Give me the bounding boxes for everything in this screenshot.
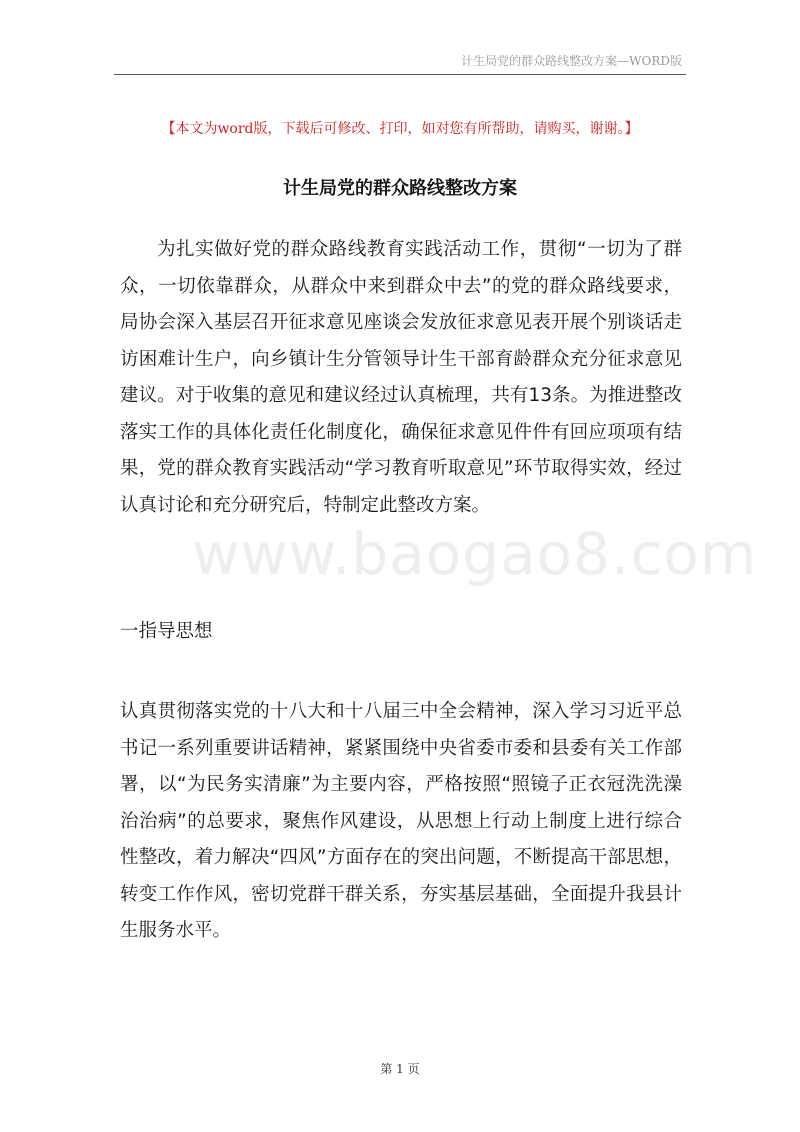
document-title: 计生局党的群众路线整改方案 [283, 178, 517, 199]
watermark: www.baogao8.com [192, 520, 758, 588]
running-header: 计生局党的群众路线整改方案—WORD版 [461, 54, 682, 68]
section-heading: 一指导思想 [120, 621, 213, 642]
download-notice: 【本文为word版，下载后可修改、打印，如对您有所帮助，请购买，谢谢。】 [161, 121, 639, 137]
intro-paragraph: 为扎实做好党的群众路线教育实践活动工作，贯彻“一切为了群众，一切依靠群众，从群众中来到群众中去”的党的群众路线要求，局协会深入基层召开征求意见座谈会发放征求意见表开展个别谈话走访困难计生户，向乡镇计生分管领导计生干部育龄群众充分征求意见建议。对于收集的意见和建议经过认真梳理，共有13条。为推进整改落实工作的具体化责任化制度化，确保征求意见件件有回应项项有结果，党的群众教育实践活动“学习教育听取意见”环节取得实效，经过认真讨论和充分研究后，特制定此整改方案。 [120, 239, 682, 516]
section-paragraph: 认真贯彻落实党的十八大和十八届三中全会精神，深入学习习近平总书记一系列重要讲话精神，紧紧围绕中央省委市委和县委有关工作部署，以“为民务实清廉”为主要内容，严格按照“照镜子正衣冠洗洗澡治治病”的总要求，聚焦作风建设，从思想上行动上制度上进行综合性整改，着力解决“四风”方面存在的突出问题，不断提高干部思想，转变工作作风，密切党群干群关系，夯实基层基础，全面提升我县计生服务水平。 [120, 701, 682, 941]
header-divider [114, 74, 686, 75]
page-number: 第 1 页 [380, 1062, 420, 1076]
